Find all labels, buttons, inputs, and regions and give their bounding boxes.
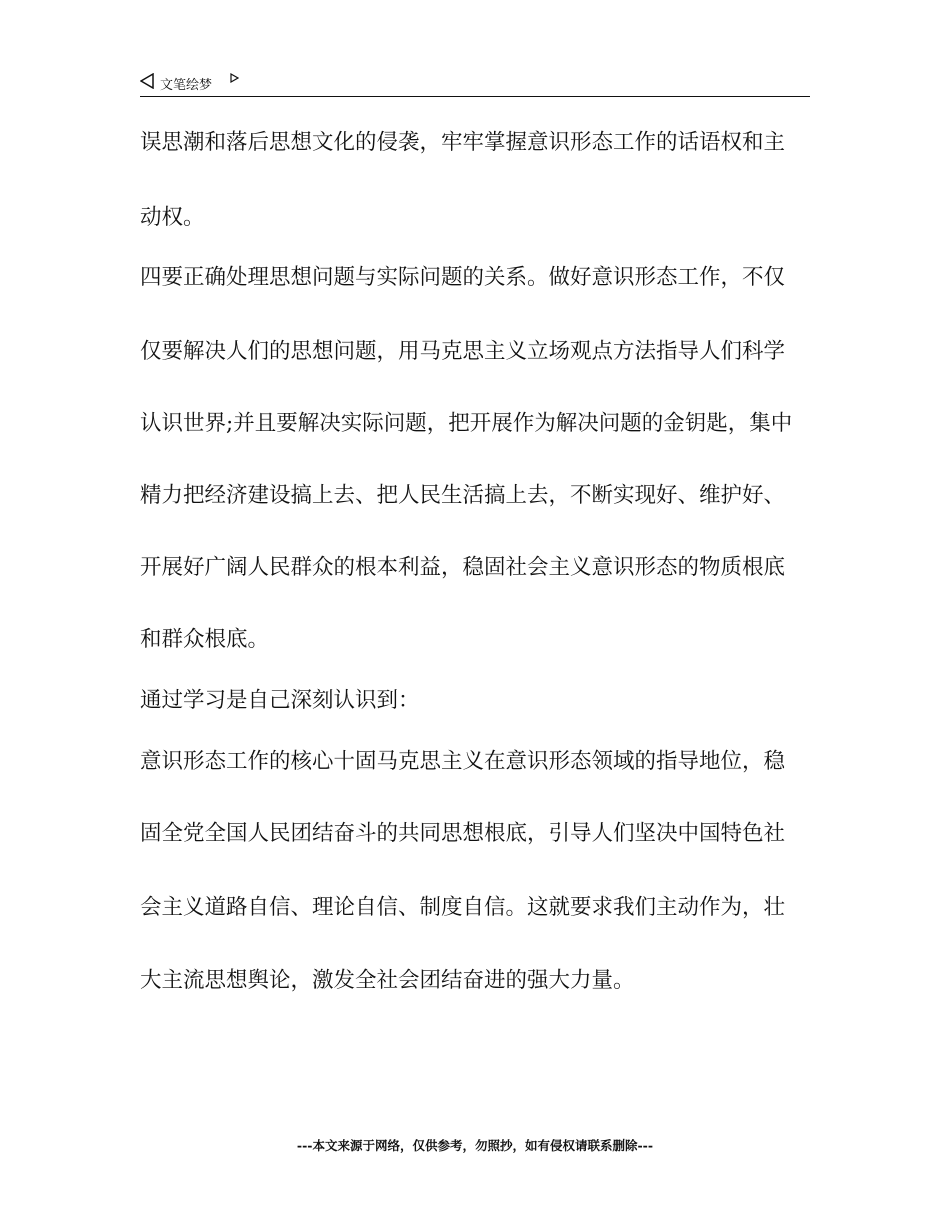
page-header bbox=[140, 70, 810, 97]
body-line: 大主流思想舆论，激发全社会团结奋进的强大力量。 bbox=[140, 968, 635, 993]
footer-notice: ---本文来源于网络，仅供参考，勿照抄，如有侵权请联系删除--- bbox=[296, 1138, 654, 1153]
triangle-right-icon bbox=[230, 73, 239, 83]
body-line: 误思潮和落后思想文化的侵袭，牢牢掌握意识形态工作的话语权和主 bbox=[140, 130, 786, 155]
triangle-left-icon bbox=[140, 73, 154, 89]
body-line: 会主义道路自信、理论自信、制度自信。这就要求我们主动作为，壮 bbox=[140, 895, 786, 920]
body-line: 和群众根底。 bbox=[140, 627, 270, 652]
body-line: 固全党全国人民团结奋斗的共同思想根底，引导人们坚决中国特色社 bbox=[140, 821, 786, 846]
body-line: 意识形态工作的核心十固马克思主义在意识形态领域的指导地位，稳 bbox=[140, 749, 786, 774]
body-line: 通过学习是自己深刻认识到： bbox=[140, 688, 420, 713]
body-line: 四要正确处理思想问题与实际问题的关系。做好意识形态工作，不仅 bbox=[140, 265, 786, 290]
body-line: 动权。 bbox=[140, 205, 205, 230]
body-line: 开展好广阔人民群众的根本利益，稳固社会主义意识形态的物质根底 bbox=[140, 555, 786, 580]
body-line: 精力把经济建设搞上去、把人民生活搞上去，不断实现好、维护好、 bbox=[140, 483, 786, 508]
header-brand: 文笔绘梦 bbox=[160, 78, 213, 93]
body-line: 仅要解决人们的思想问题，用马克思主义立场观点方法指导人们科学 bbox=[140, 339, 786, 364]
body-line: 认识世界;并且要解决实际问题，把开展作为解决问题的金钥匙，集中 bbox=[140, 411, 793, 436]
